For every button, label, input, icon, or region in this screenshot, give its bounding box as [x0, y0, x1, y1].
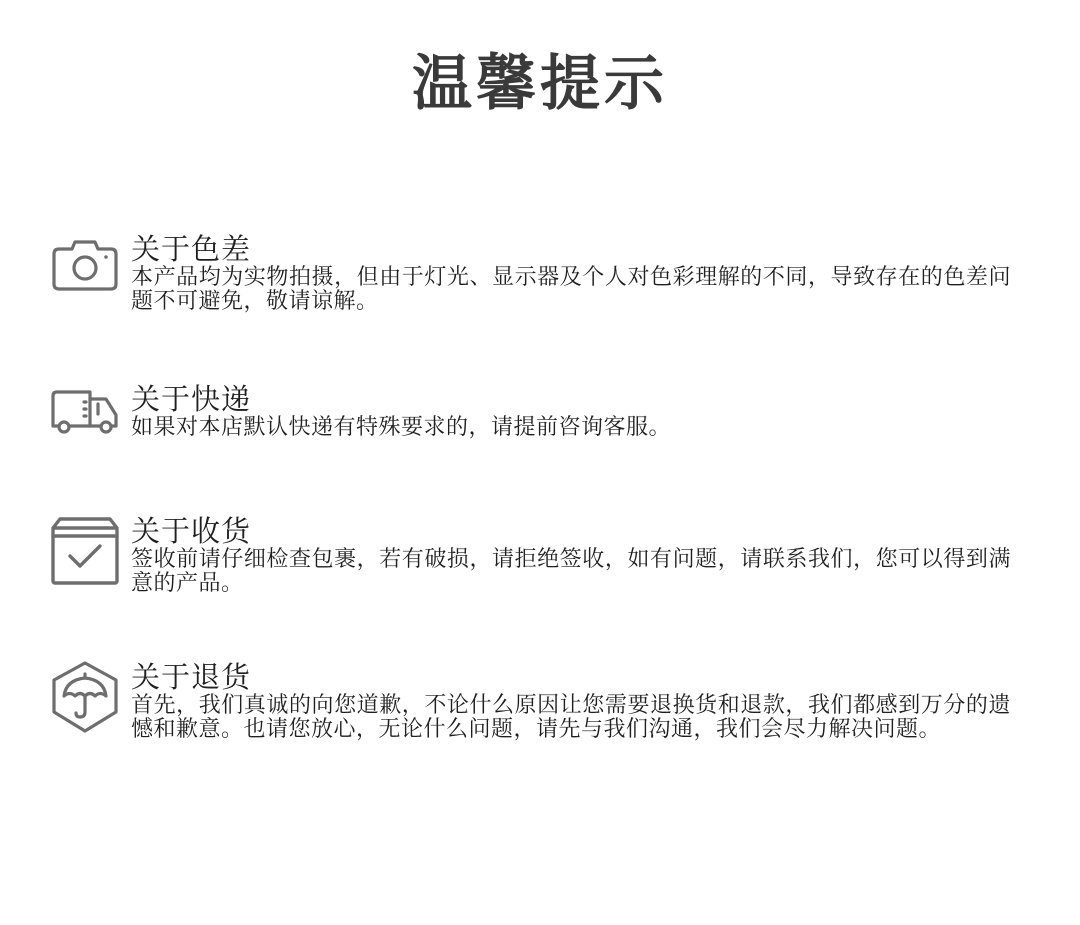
- notice-body: 本产品均为实物拍摄，但由于灯光、显示器及个人对色彩理解的不同，导致存在的色差问题不可避免，敬请谅解。: [131, 265, 1011, 314]
- notice-heading: 关于色差: [131, 232, 252, 266]
- package-check-icon: [48, 514, 122, 588]
- page-title: 温馨提示: [412, 49, 668, 119]
- notice-returns: [48, 660, 1011, 790]
- camera-icon: [48, 232, 122, 306]
- notice-body: 签收前请仔细检查包裹，若有破损，请拒绝签收，如有问题，请联系我们，您可以得到满意的产品。: [131, 547, 1011, 596]
- notice-heading: 关于快递: [131, 382, 252, 416]
- notice-heading: 关于收货: [131, 514, 252, 548]
- notice-color-difference: [48, 232, 1011, 332]
- delivery-truck-icon: [48, 382, 122, 456]
- umbrella-shield-icon: [48, 660, 122, 734]
- notice-body: 首先，我们真诚的向您道歉，不论什么原因让您需要退换货和退款，我们都感到万分的遗憾和歉意。也请您放心，无论什么问题，请先与我们沟通，我们会尽力解决问题。: [131, 693, 1011, 742]
- notice-heading: 关于退货: [131, 660, 252, 694]
- notice-body: 如果对本店默认快递有特殊要求的，请提前咨询客服。: [131, 415, 672, 440]
- notice-shipping: [48, 382, 1008, 462]
- notice-receiving: [48, 514, 1011, 614]
